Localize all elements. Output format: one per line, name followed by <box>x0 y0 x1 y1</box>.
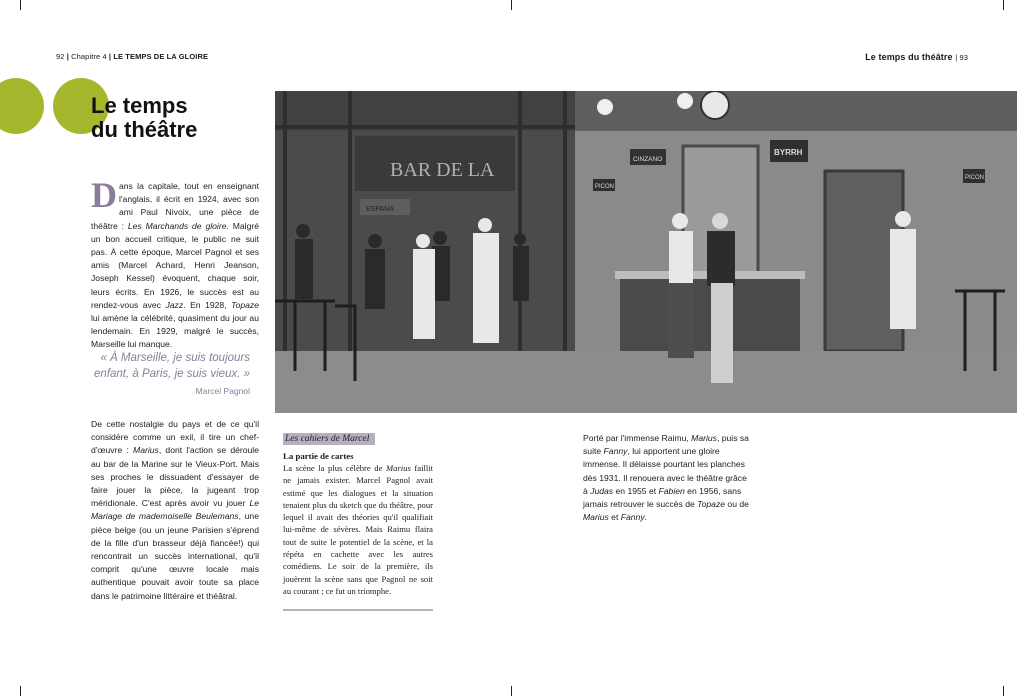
picon-sign-right-text: PICON <box>965 175 985 181</box>
crop-mark <box>1003 0 1004 10</box>
chapter-label: Chapitre 4 <box>71 52 107 61</box>
crop-mark <box>1003 686 1004 696</box>
byrrh-sign-text: BYRRH <box>774 148 803 157</box>
quote-author: Marcel Pagnol <box>195 386 250 396</box>
right-page-number: 93 <box>959 53 968 62</box>
intro-paragraph: Dans la capitale, tout en enseignant l'anglais, il écrit en 1924, avec son ami Paul Nivoix, une pièce de théâtre : Les Marchands de gloire. Malgré un bon accueil critique, le public ne suit pas. À cette époque, Marcel Pagnol et ses amis (Marcel Achard, Henri Jeanson, Joseph Kessel) évoquent, chaque soir, leurs écrits. En 1926, le succès est au rendez-vous avec Jazz. En 1928, Topaze lui amène la célébrité, quasiment du jour au lendemain. En 1929, malgré le succès, Marseille lui manque. <box>91 175 260 350</box>
cinzano-sign-text: CINZANO <box>633 156 663 163</box>
sidebar-label: Les cahiers de Marcel <box>283 433 375 445</box>
right-column <box>583 432 753 524</box>
drop-cap: D <box>91 175 117 215</box>
theatre-stage-photo <box>275 91 1017 413</box>
right-header-title: Le temps du théâtre <box>865 52 953 62</box>
espana-sign-text: ESPANA <box>366 206 394 213</box>
crop-mark <box>511 0 512 10</box>
left-running-header: 92 | Chapitre 4 | LE TEMPS DE LA GLOIRE <box>56 52 209 61</box>
chapter-title: LE TEMPS DE LA GLOIRE <box>113 52 209 61</box>
decorative-green-circle <box>0 78 44 134</box>
bar-sign-text: BAR DE LA <box>390 159 495 181</box>
photo-illustration <box>275 91 1017 413</box>
right-running-header: Le temps du théâtre | 93 <box>865 52 968 62</box>
sidebar-bottom-rule <box>283 609 433 611</box>
body-paragraph: Porté par l'immense Raimu, Marius, puis sa suite Fanny, lui apportent une gloire immense. Il délaisse pourtant les planches dès 1931. Il renouera avec le théâtre grâce à Judas en 1955 et Fabien en 1956, sans jamais retrouver le succès de Topaze ou de Marius et Fanny. <box>583 433 749 523</box>
crop-mark <box>511 686 512 696</box>
left-page-number: 92 <box>56 52 65 61</box>
pull-quote: « À Marseille, je suis toujours enfant, à Paris, je suis vieux. » <box>94 352 250 380</box>
body-paragraph: De cette nostalgie du pays et de ce qu'il considère comme un exil, il tire un chef-d'œuvre : Marius, dont l'action se déroule au bar de la Marine sur le Vieux-Port. Mais ses proches le dissuadent d'essayer de faire jouer la pièce, la jugeant trop méridionale. C'est après avoir vu jouer Le Mariage de mademoiselle Beulemans, une pièce belge (ou un jeune Parisien s'éprend de la fille d'un brasseur déjà fiancée!) qui rencontrait un succès international, qu'il comprit qu'une œuvre locale mais authentique pouvait avoir toute sa place dans le patrimoine littéraire et théâtral. <box>91 419 259 601</box>
crop-mark <box>20 0 21 10</box>
sidebar-box <box>283 428 433 597</box>
picon-sign-left-text: PICON <box>595 184 615 190</box>
sidebar-title: La partie de cartes <box>283 451 354 461</box>
article-title: Le temps du théâtre <box>91 93 198 142</box>
crop-mark <box>20 686 21 696</box>
sidebar-paragraph: La scène la plus célèbre de Marius faillit ne jamais exister. Marcel Pagnol avait estimé que les dialogues et la situation tenaient plus du sketch que du théâtre, pour lequel il avait des théories qu'il qualifiait lui-même de sévères. Mais Raimu flaira tout de suite le potentiel de la scène, et la répéta en cachette avec les autres comédiens. Le soir de la première, ils jouèrent la scène sans que Pagnol ne soit au courant ; ce fut un triomphe. <box>283 463 434 596</box>
